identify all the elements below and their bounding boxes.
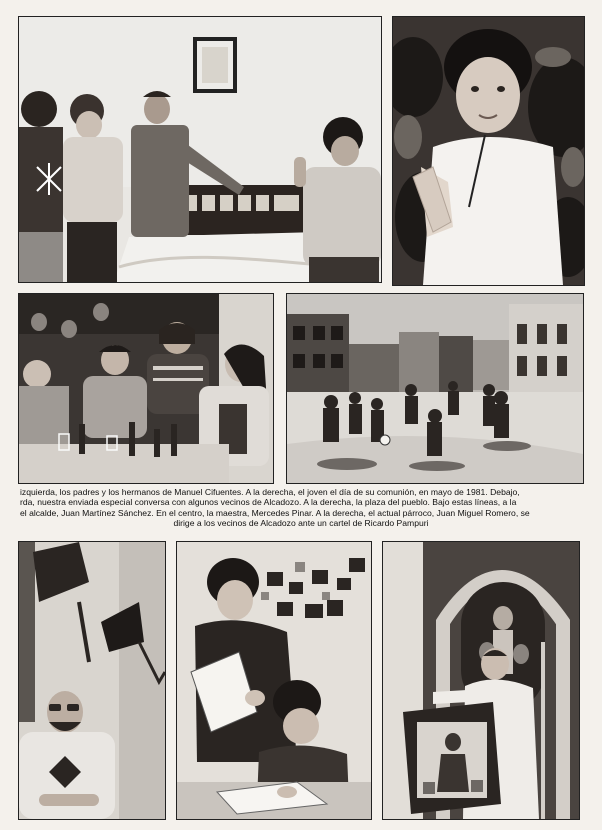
caption-line-1: izquierda, los padres y los hermanos de Manuel Cifuentes. A la derecha, el joven el día de su comunión, en mayo de 1981. Debajo, bbox=[20, 487, 520, 497]
caption-line-3: el alcalde, Juan Martínez Sánchez. En el centro, la maestra, Mercedes Pinar. A la derecha, el actual párroco, Juan Miguel Romero, se bbox=[20, 507, 530, 518]
photo-teacher bbox=[176, 541, 372, 820]
photo-envoy-neighbors bbox=[18, 293, 274, 484]
photo-communion-boy bbox=[392, 16, 585, 286]
photo-caption bbox=[20, 487, 582, 529]
photo-priest bbox=[382, 541, 580, 820]
photo-mayor bbox=[18, 541, 166, 820]
caption-line-2: rda, nuestra enviada especial conversa con algunos vecinos de Alcadozo. A la derecha, la plaza del pueblo. Bajo estas líneas, a la bbox=[20, 497, 517, 508]
photo-town-square bbox=[286, 293, 584, 484]
caption-line-4: dirige a los vecinos de Alcadozo ante un cartel de Ricardo Pampuri bbox=[173, 518, 429, 529]
photo-family bbox=[18, 16, 382, 283]
